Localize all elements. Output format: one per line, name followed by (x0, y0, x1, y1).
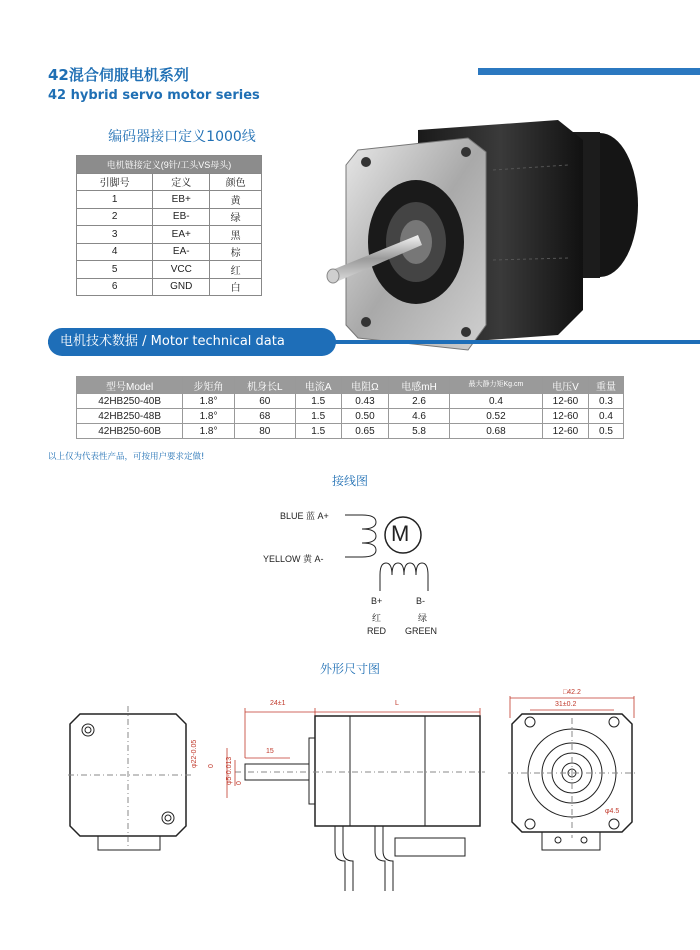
encoder-col-header: 定义 (153, 173, 210, 191)
pin-number: 1 (77, 191, 153, 209)
front-view-drawing (508, 688, 638, 858)
dim-phi45: φ4.5 (605, 808, 620, 815)
header-accent-bar (478, 68, 700, 75)
motor-symbol-label: M (391, 521, 410, 546)
step-angle-cell: 1.8° (183, 409, 235, 424)
pin-definition: GND (153, 278, 210, 296)
pin-color: 棕 (210, 243, 262, 261)
current-cell: 1.5 (295, 424, 341, 439)
dim-phi5-zero: 0 (236, 781, 243, 785)
resistance-cell: 0.65 (341, 424, 388, 439)
weight-cell: 0.5 (588, 424, 623, 439)
dim-phi22-zero: 0 (208, 764, 215, 768)
spec-col-header: 电流A (295, 377, 341, 394)
inductance-cell: 2.6 (389, 394, 450, 409)
spec-col-header: 步矩角 (183, 377, 235, 394)
dim-15: 15 (266, 748, 274, 755)
step-angle-cell: 1.8° (183, 424, 235, 439)
spec-col-header: 重量 (588, 377, 623, 394)
spec-col-header: 电压V (542, 377, 588, 394)
spec-col-header: 机身长L (234, 377, 295, 394)
pin-color: 黑 (210, 226, 262, 244)
dim-phi5: φ5-0.013 (226, 756, 233, 785)
wire-green-en: GREEN (405, 626, 438, 636)
voltage-cell: 12-60 (542, 409, 588, 424)
wire-red-en: RED (367, 626, 387, 636)
inductance-cell: 5.8 (389, 424, 450, 439)
step-angle-cell: 1.8° (183, 394, 235, 409)
encoder-table (76, 155, 262, 296)
model-cell: 42HB250-48B (77, 409, 183, 424)
torque-cell: 0.68 (449, 424, 542, 439)
side-view-drawing (205, 698, 495, 898)
table-row (77, 261, 262, 279)
pin-number: 6 (77, 278, 153, 296)
current-cell: 1.5 (295, 409, 341, 424)
resistance-cell: 0.43 (341, 394, 388, 409)
rear-view-drawing (68, 706, 198, 856)
wiring-diagram (240, 495, 470, 645)
voltage-cell: 12-60 (542, 424, 588, 439)
voltage-cell: 12-60 (542, 394, 588, 409)
torque-cell: 0.52 (449, 409, 542, 424)
pin-color: 白 (210, 278, 262, 296)
resistance-cell: 0.50 (341, 409, 388, 424)
wire-bplus-label: B+ (371, 596, 383, 606)
weight-cell: 0.3 (588, 394, 623, 409)
wire-bminus-label: B- (416, 596, 425, 606)
pin-number: 3 (77, 226, 153, 244)
table-row (77, 243, 262, 261)
encoder-col-header: 颜色 (210, 173, 262, 191)
weight-cell: 0.4 (588, 409, 623, 424)
table-row (77, 394, 624, 409)
tech-banner: 电机技术数据 / Motor technical data (48, 328, 336, 356)
pin-definition: EA+ (153, 226, 210, 244)
wire-green-zh: 绿 (418, 613, 428, 623)
pin-definition: EB- (153, 208, 210, 226)
model-cell: 42HB250-40B (77, 394, 183, 409)
page-title-en: 42 hybrid servo motor series (48, 88, 260, 103)
pin-color: 黄 (210, 191, 262, 209)
pin-number: 2 (77, 208, 153, 226)
dim-31: 31±0.2 (555, 701, 577, 708)
current-cell: 1.5 (295, 394, 341, 409)
table-row (77, 278, 262, 296)
dim-L: L (395, 700, 399, 707)
wiring-title: 接线图 (331, 474, 368, 488)
table-row (77, 226, 262, 244)
dim-24: 24±1 (270, 700, 286, 707)
inductance-cell: 4.6 (389, 409, 450, 424)
spec-col-header: 型号Model (77, 377, 183, 394)
spec-col-header: 最大静力矩Kg.cm (449, 377, 542, 394)
length-cell: 68 (234, 409, 295, 424)
dimension-title: 外形尺寸图 (319, 662, 380, 676)
pin-definition: EA- (153, 243, 210, 261)
encoder-title: 编码器接口定义1000线 (108, 129, 256, 145)
wire-red-zh: 红 (372, 613, 382, 623)
pin-color: 绿 (210, 208, 262, 226)
length-cell: 80 (234, 424, 295, 439)
pin-definition: VCC (153, 261, 210, 279)
table-row (77, 409, 624, 424)
table-row (77, 208, 262, 226)
length-cell: 60 (234, 394, 295, 409)
dim-42: □42.2 (563, 689, 581, 696)
pin-number: 4 (77, 243, 153, 261)
page-title-zh: 42混合伺服电机系列 (48, 66, 189, 84)
torque-cell: 0.4 (449, 394, 542, 409)
pin-number: 5 (77, 261, 153, 279)
wire-yellow-label: YELLOW 黄 A- (263, 554, 324, 564)
pin-color: 红 (210, 261, 262, 279)
encoder-caption: 电机链接定义(9针/工头VS母头) (77, 156, 262, 174)
spec-table (76, 376, 624, 439)
spec-col-header: 电感mH (389, 377, 450, 394)
spec-col-header: 电阻Ω (341, 377, 388, 394)
model-cell: 42HB250-60B (77, 424, 183, 439)
wire-blue-label: BLUE 蓝 A+ (280, 511, 329, 521)
dim-phi22: φ22-0.05 (191, 739, 198, 768)
pin-definition: EB+ (153, 191, 210, 209)
motor-photo (318, 110, 648, 360)
encoder-col-header: 引脚号 (77, 173, 153, 191)
table-row (77, 191, 262, 209)
table-row (77, 424, 624, 439)
custom-note: 以上仅为代表性产品，可按用户要求定做! (48, 452, 205, 462)
